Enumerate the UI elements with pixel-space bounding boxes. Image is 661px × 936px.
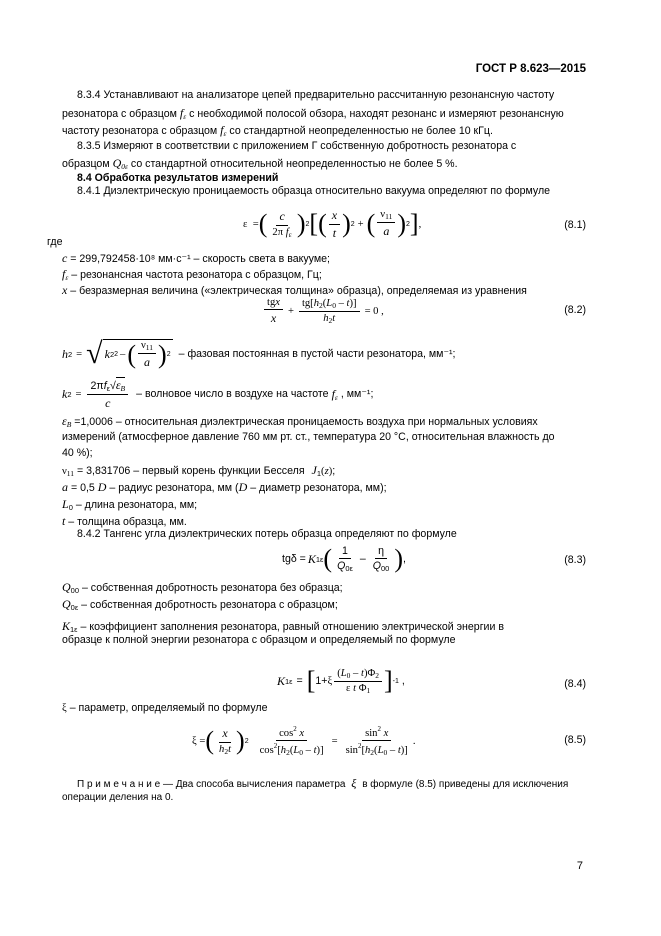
def-l0: $L_0$ – длина резонатора, мм; xyxy=(62,497,198,512)
equation-8-4: K 1ε = [ 1+ ξ $\frac{(L_0 - t)\Phi_2}{\varepsilon t \Phi_1}$ ] -1 , xyxy=(277,666,405,695)
note-line1: П р и м е ч а н и е — Два способа вычисления параметра ξ в формуле (8.5) приведены для исключения xyxy=(77,776,569,790)
eq-number-8-1: (8.1) xyxy=(564,219,586,231)
def-h2-formula: h 2 = √ k 2 2 – ( $\frac{\nu_{11}}{a}$ ) 2 – фазовая постоянная в пустой части резонатора, мм⁻¹; xyxy=(62,337,456,370)
note-line2: операции деления на 0. xyxy=(62,792,174,803)
equation-8-5: ξ = ( $\frac{x}{h_2t}$ ) 2 $\frac{\cos^2 x}{\cos^2[h_2(L_0 - t)]}$ = $\frac{\sin^2 x}{\sin^2[h_2(L_0 - t)]}$ . xyxy=(192,725,416,757)
document-code: ГОСТ Р 8.623—2015 xyxy=(475,63,586,75)
def-nu11: $\nu_{11} = 3,831706$ – первый корень функции Бесселя $J_1(z)$; xyxy=(62,463,336,478)
p835-line2: образцом $Q_{0\varepsilon}$ со стандартной относительной неопределенностью не более 5 %. xyxy=(62,156,458,171)
def-q00: $Q_{00}$ – собственная добротность резонатора без образца; xyxy=(62,580,343,595)
def-eps-b-line2: измерений (атмосферное давление 760 мм рт. ст., температура 20 °С, относительная влажность до xyxy=(62,431,555,443)
p835-line1: 8.3.5 Измеряют в соответствии с приложением Г собственную добротность резонатора с xyxy=(77,140,517,152)
p841: 8.4.1 Диэлектрическую проницаемость образца относительно вакуума определяют по формуле xyxy=(77,185,551,197)
eq-number-8-5: (8.5) xyxy=(564,734,586,746)
def-x: x – безразмерная величина («электрическая толщина» образца), определяемая из уравнения xyxy=(62,283,527,297)
def-q0e: $Q_{0\varepsilon}$ – собственная добротность резонатора с образцом; xyxy=(62,597,338,612)
p834-line1: 8.3.4 Устанавливают на анализаторе цепей предварительно рассчитанную резонансную частоту xyxy=(77,89,555,101)
section-title: 8.4 Обработка результатов измерений xyxy=(77,172,279,184)
def-c: c = 299,792458·10⁸ мм·с⁻¹ – скорость света в вакууме; xyxy=(62,251,330,265)
equation-8-3: tgδ = K 1ε ( $\frac{1}{Q_{0\varepsilon}}$ – $\frac{\eta}{Q_{00}}$ ) , xyxy=(282,544,406,573)
eq-number-8-4: (8.4) xyxy=(564,678,586,690)
p834-line3: частоту резонатора с образцом $f_\varepsilon$ со стандартной неопределенностью не более 10 кГц. xyxy=(62,123,493,138)
eq-number-8-3: (8.3) xyxy=(564,554,586,566)
equation-8-1: ε = ( $\frac{c}{2\pi f_\varepsilon}$ ) 2 [ ( $\frac{x}{t}$ ) 2 + ( $\frac{\nu_{11}}{a}$ ) 2 ] , xyxy=(243,207,422,240)
def-k2-formula: k 2 = $\frac{2\pi f_\varepsilon√\varepsilon_B}{c}$ – волновое число в воздухе на частоте $f_\varepsilon$ , мм⁻¹; xyxy=(62,377,374,410)
p834-line2: резонатора с образцом $f_\varepsilon$ с необходимой полосой обзора, находят резонанс и измеряют резонансную xyxy=(62,106,564,121)
def-k1e-line2: образце к полной энергии резонатора с образцом и определяемый по формуле xyxy=(62,634,456,646)
where-label: где xyxy=(47,236,63,248)
def-a: a = 0,5 D – радиус резонатора, мм (D – диаметр резонатора, мм); xyxy=(62,480,387,494)
def-fe: $f_\varepsilon$ – резонансная частота резонатора с образцом, Гц; xyxy=(62,267,322,282)
eq-number-8-2: (8.2) xyxy=(564,304,586,316)
page-number: 7 xyxy=(576,860,583,872)
def-eps-b-line1: $\varepsilon_B =1,0006$ – относительная диэлектрическая проницаемость воздуха при нормальных условиях xyxy=(62,414,538,429)
def-eps-b-line3: 40 %); xyxy=(62,447,93,459)
equation-8-2: $\frac{\text{tgx}}{x}$ + $\frac{tg[h_2(L_0 - t)]}{h_2t}$ = 0 , xyxy=(262,292,384,330)
def-xi: ξ – параметр, определяемый по формуле xyxy=(62,702,268,714)
def-k1e-line1: $K_{1\varepsilon}$ – коэффициент заполнения резонатора, равный отношению электрической энергии в xyxy=(62,619,504,634)
p842: 8.4.2 Тангенс угла диэлектрических потерь образца определяют по формуле xyxy=(77,528,457,540)
def-t: t – толщина образца, мм. xyxy=(62,514,187,528)
